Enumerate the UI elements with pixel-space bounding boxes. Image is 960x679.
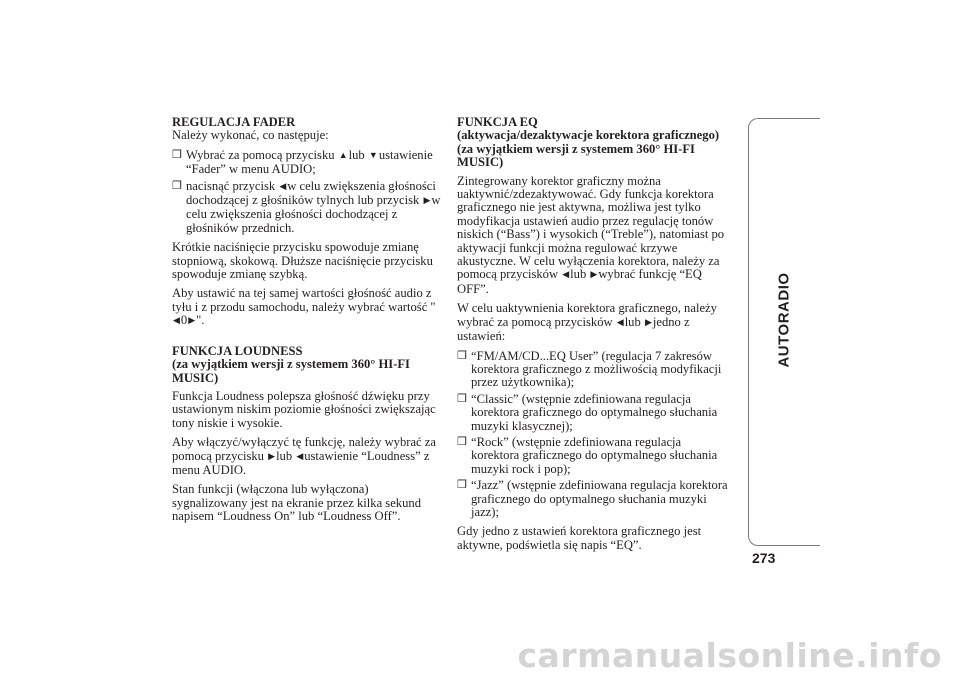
list-item: ❒ Wybrać za pomocą przycisku ▲lub ▼ustawienie “Fader” w menu AUDIO; bbox=[172, 147, 433, 177]
fader-intro: Należy wykonać, co następuje: bbox=[172, 128, 329, 143]
eq-subheading: (aktywacja/dezaktywacje korektora graficznego) bbox=[457, 128, 720, 143]
fader-paragraph: Krótkie naciśnięcie przycisku spowoduje zmianę stopniową, skokową. Dłuższe naciśnięcie przycisku spowoduje zmianę szybką. bbox=[172, 240, 433, 282]
page-number: 273 bbox=[752, 550, 776, 566]
right-arrow-icon: ▶ bbox=[188, 315, 196, 326]
loudness-paragraph: Funkcja Loudness polepsza głośność dźwięku przy ustawionym niskim poziomie głośności zwiększając tony niskie i wysokie. bbox=[172, 388, 436, 430]
left-arrow-icon: ◀ bbox=[279, 180, 287, 191]
loudness-paragraph: Aby włączyć/wyłączyć tę funkcję, należy wybrać za pomocą przycisku ▶lub ◀ustawienie “Loudness” z menu AUDIO. bbox=[172, 435, 436, 477]
watermark: carmanualsonline.info bbox=[517, 636, 942, 675]
checkbox-bullet-icon: ❒ bbox=[457, 349, 467, 362]
fader-paragraph: Aby ustawić na tej samej wartości głośność audio z tyłu i z przodu samochodu, należy wybrać wartość " ◀0▶". bbox=[172, 286, 436, 328]
left-arrow-icon: ◀ bbox=[173, 315, 180, 326]
eq-presets bbox=[457, 350, 732, 520]
left-arrow-icon: ◀ bbox=[562, 269, 570, 280]
list-item: ❒ “Classic” (wstępnie zdefiniowana regulacja korektora graficznego do optymalnego słuchania muzyki klasycznej); bbox=[457, 391, 718, 433]
fader-heading: REGULACJA FADER bbox=[172, 115, 296, 129]
loudness-paragraph: Stan funkcji (włączona lub wyłączona) sygnalizowany jest na ekranie przez kilka sekund napisem “Loudness On” lub “Loudness Off”. bbox=[172, 482, 421, 524]
right-arrow-icon: ▶ bbox=[590, 269, 598, 280]
loudness-heading: FUNKCJA LOUDNESS bbox=[172, 343, 303, 358]
loudness-subheading: (za wyjątkiem wersji z systemem 360° HI-FI MUSIC) bbox=[172, 357, 410, 385]
left-arrow-icon: ◀ bbox=[616, 316, 624, 327]
list-item: ❒ “FM/AM/CD...EQ User” (regulacja 7 zakresów korektora graficznego z możliwością modyfikacji przez użytkownika); bbox=[457, 348, 722, 390]
down-arrow-icon: ▼ bbox=[368, 149, 378, 160]
eq-paragraph: Zintegrowany korektor graficzny można uaktywnić/zdezaktywować. Gdy funkcja korektora graficznego nie jest aktywna, możliwa jest tylko modyfikacja ustawień audio przez regulację tonów niskich (“Bass”) i wysokich (“Treble”), natomiast po aktywacji funkcji można regulować krzywe akustyczne. W celu wyłączenia korektora, należy za pomocą przycisków ◀lub ▶wybrać funkcję “EQ OFF”. bbox=[457, 173, 725, 296]
right-column bbox=[457, 116, 732, 558]
left-arrow-icon: ◀ bbox=[296, 450, 304, 461]
section-tab-label: AUTORADIO bbox=[775, 272, 793, 368]
right-arrow-icon: ▶ bbox=[268, 450, 276, 461]
right-arrow-icon: ▶ bbox=[644, 316, 652, 327]
checkbox-bullet-icon: ❒ bbox=[457, 479, 467, 492]
checkbox-bullet-icon: ❒ bbox=[457, 435, 467, 448]
list-item: ❒ “Rock” (wstępnie zdefiniowana regulacja korektora graficznego do optymalnego słuchania muzyki rock i pop); bbox=[457, 434, 718, 476]
checkbox-bullet-icon: ❒ bbox=[172, 179, 182, 192]
eq-paragraph: Gdy jedno z ustawień korektora graficznego jest aktywne, podświetla się napis “EQ”. bbox=[457, 524, 702, 552]
checkbox-bullet-icon: ❒ bbox=[457, 392, 467, 405]
left-column bbox=[172, 116, 444, 530]
list-item: ❒ nacisnąć przycisk ◀w celu zwiększenia głośności dochodzącej z głośników tylnych lub przycisk ▶w celu zwiększenia głośności dochodzącej z głośników przednich. bbox=[172, 178, 441, 235]
list-item: ❒ “Jazz” (wstępnie zdefiniowana regulacja korektora graficznego do optymalnego słuchania muzyki jazz); bbox=[457, 478, 728, 519]
checkbox-bullet-icon: ❒ bbox=[172, 148, 182, 161]
eq-heading: FUNKCJA EQ bbox=[457, 115, 538, 129]
fader-steps bbox=[172, 149, 444, 235]
eq-subheading: (za wyjątkiem wersji z systemem 360° HI-FI MUSIC) bbox=[457, 141, 695, 170]
up-arrow-icon: ▲ bbox=[338, 149, 348, 160]
eq-paragraph: W celu uaktywnienia korektora graficznego, należy wybrać za pomocą przycisków ◀lub ▶jedno z ustawień: bbox=[457, 301, 717, 344]
right-arrow-icon: ▶ bbox=[423, 195, 431, 206]
